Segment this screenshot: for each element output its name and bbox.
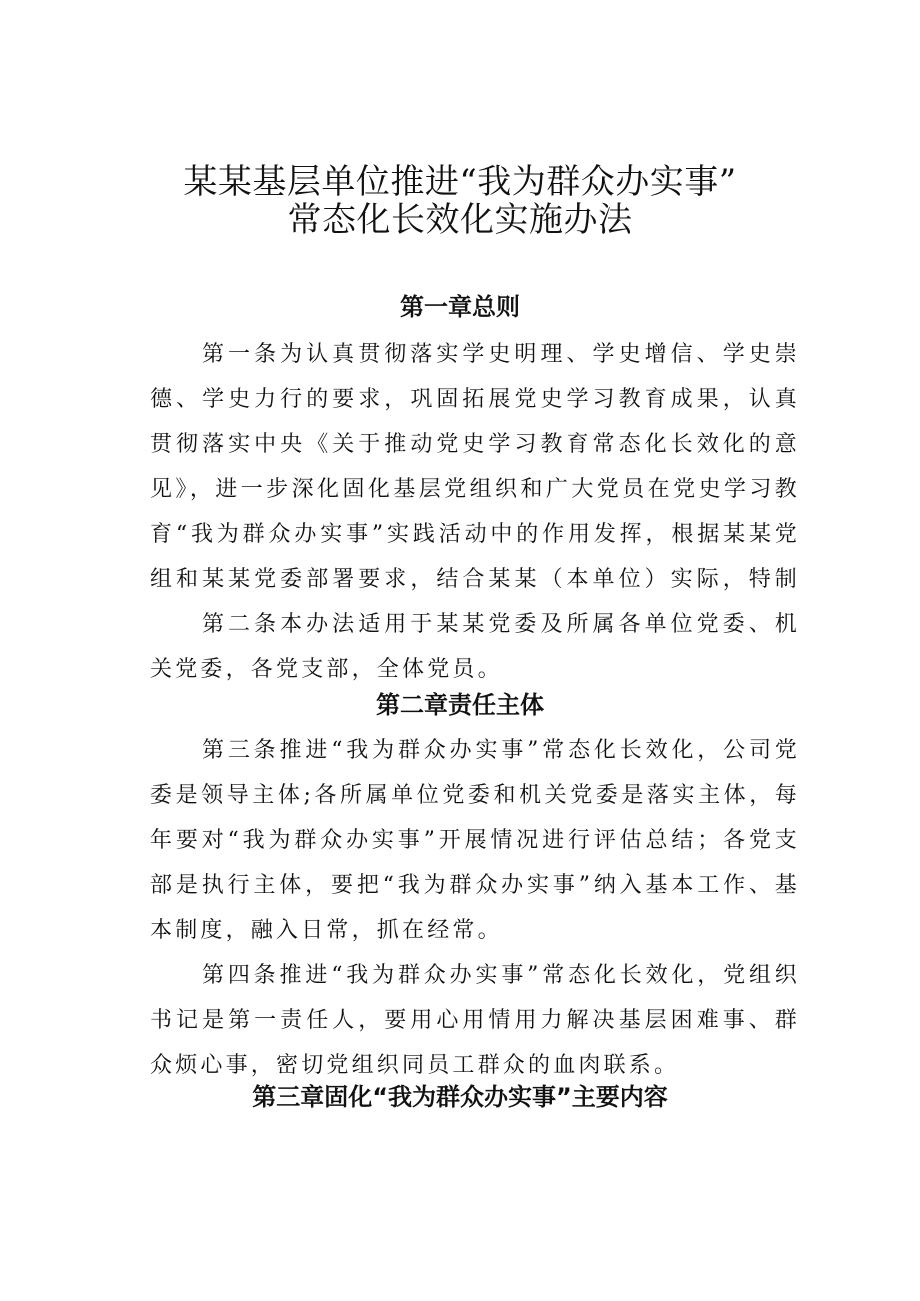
article-3-paragraph: 第三条推进“我为群众办实事”常态化长效化，公司党委是领导主体;各所属单位党委和机关党委是落实主体，每年要对“我为群众办实事”开展情况进行评估总结；各党支部是执行主体，要把“我为群众办实事”纳入基本工作、基本制度，融入日常，抓在经常。 bbox=[150, 738, 800, 943]
article-2-paragraph: 第二条本办法适用于某某党委及所属各单位党委、机关党委，各党支部，全体党员。 bbox=[150, 612, 800, 682]
article-1-paragraph: 第一条为认真贯彻落实学史明理、学史增信、学史崇德、学史力行的要求，巩固拓展党史学习教育成果，认真贯彻落实中央《关于推动党史学习教育常态化长效化的意见》，进一步深化固化基层党组织和广大党员在党史学习教育“我为群众办实事”实践活动中的作用发挥，根据某某党组和某某党委部署要求，结合某某（本单位）实际，特制 bbox=[150, 342, 800, 592]
document-title-line-2: 常态化长效化实施办法 bbox=[287, 200, 633, 240]
article-4-paragraph: 第四条推进“我为群众办实事”常态化长效化，党组织书记是第一责任人，要用心用情用力解决基层困难事、群众烦心事，密切党组织同员工群众的血肉联系。 bbox=[150, 963, 800, 1078]
document-title-line-1: 某某基层单位推进“我为群众办实事” bbox=[183, 162, 737, 202]
chapter-1-heading: 第一章总则 bbox=[400, 293, 520, 321]
chapter-3-heading: 第三章固化“我为群众办实事”主要内容 bbox=[252, 1083, 668, 1111]
chapter-2-heading: 第二章责任主体 bbox=[376, 691, 544, 719]
